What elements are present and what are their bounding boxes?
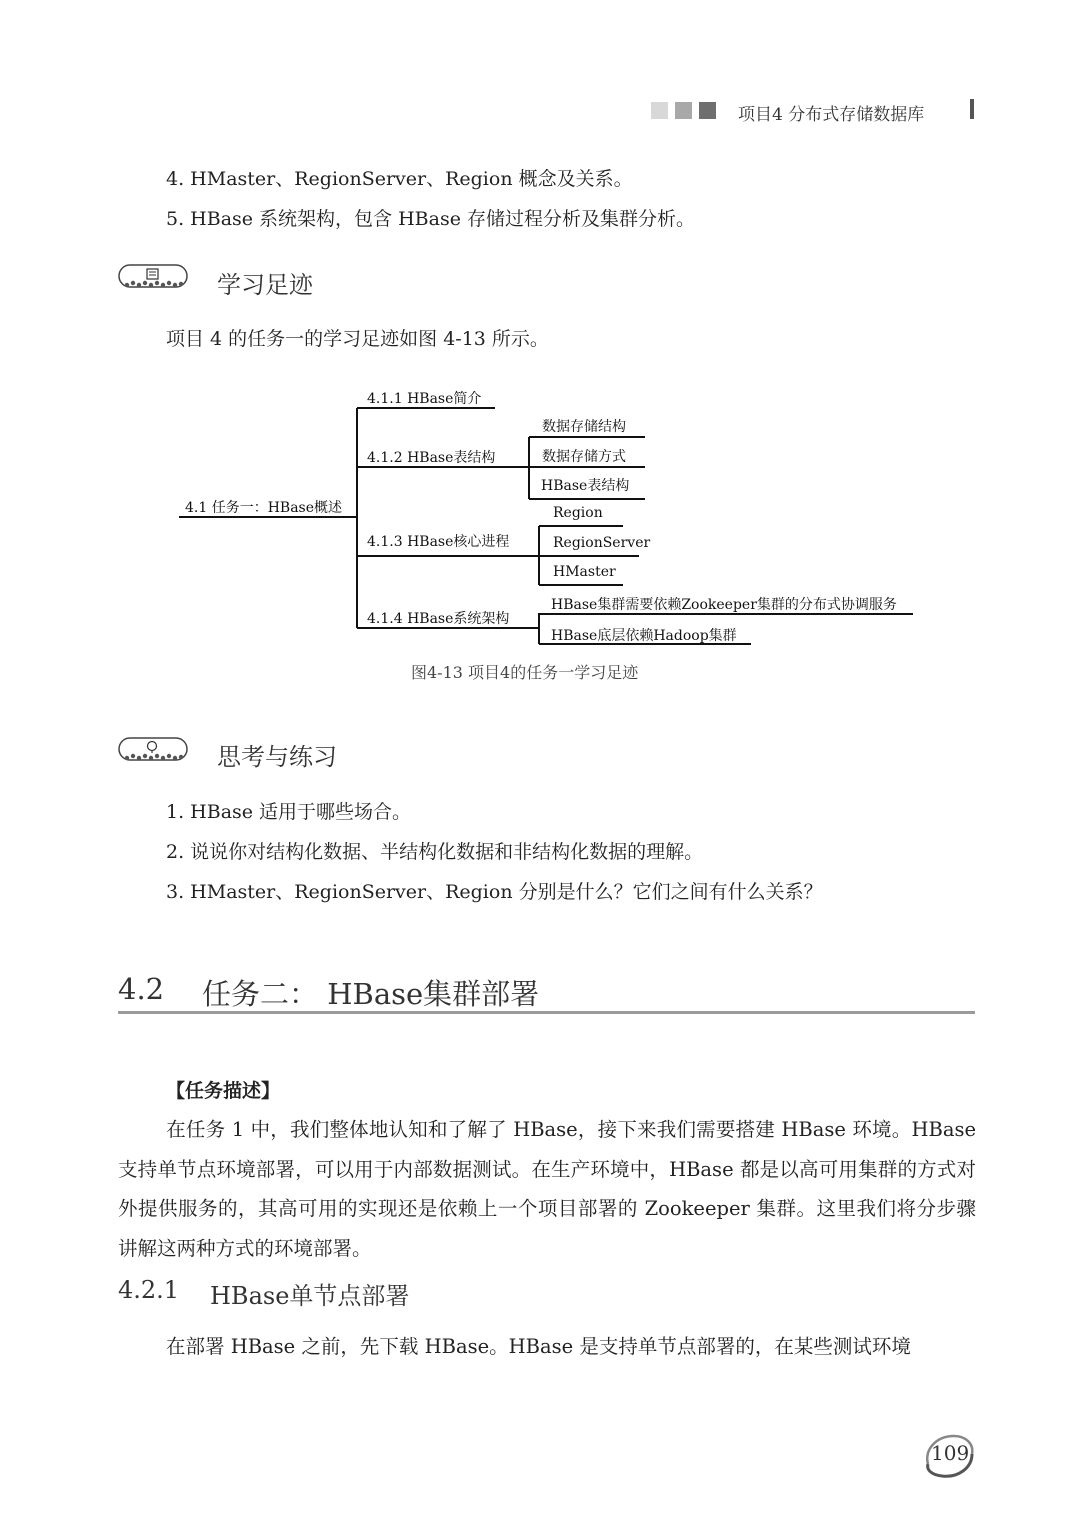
leaf-line-3-3 (539, 584, 623, 586)
exercise-item-2: 2. 说说你对结构化数据、半结构化数据和非结构化数据的理解。 (166, 841, 704, 863)
leaf-line-2-2 (529, 466, 645, 468)
leaf-4-2: HBase底层依赖Hadoop集群 (551, 628, 737, 644)
footprint-badge-icon (117, 263, 189, 291)
header-square-light (651, 102, 668, 119)
task-desc-text: 在任务 1 中，我们整体地认知和了解了 HBase，接下来我们需要搭建 HBase 环境。HBase 支持单节点环境部署，可以用于内部数据测试。在生产环境中，HBase 都是以高可用集群的方式对外提供服务的，其高可用的实现还是依赖上一个项目部署的 Zookeeper 集群。这里我们将分步骤讲解这两种方式的环境部署。 (118, 1118, 976, 1261)
branch-line-3 (357, 555, 539, 557)
leaf-3-3: HMaster (553, 564, 616, 580)
header-title: 项目4 分布式存储数据库 (738, 105, 925, 125)
heading2-title: 任务二： HBase集群部署 (202, 977, 540, 1011)
leaf-line-3-2 (539, 555, 639, 557)
footprint-text: 项目 4 的任务一的学习足迹如图 4-13 所示。 (166, 328, 549, 350)
heading2-number: 4.2 (118, 972, 165, 1006)
header-bar (970, 99, 974, 119)
last-paragraph (118, 1327, 976, 1367)
branch-4: 4.1.4 HBase系统架构 (367, 611, 510, 627)
branch-2: 4.1.2 HBase表结构 (367, 450, 496, 466)
leaf-2-3: HBase表结构 (541, 478, 630, 494)
leaf-4-1: HBase集群需要依赖Zookeeper集群的分布式协调服务 (551, 597, 897, 613)
exercise-title: 思考与练习 (217, 743, 337, 771)
branch-2-trunk (528, 437, 530, 499)
leaf-2-1: 数据存储结构 (542, 419, 626, 435)
page-number: 109 (931, 1441, 970, 1465)
branch-4-trunk (538, 613, 540, 644)
header-square-mid (675, 102, 692, 119)
task-desc-label: 【任务描述】 (166, 1080, 281, 1102)
leaf-line-3-1 (539, 525, 623, 527)
footprint-title: 学习足迹 (217, 271, 313, 299)
exercise-badge-icon (117, 736, 189, 764)
task-desc-paragraph (118, 1110, 976, 1269)
branch-1: 4.1.1 HBase简介 (367, 391, 482, 407)
heading3-number: 4.2.1 (118, 1276, 180, 1304)
root-trunk (356, 408, 358, 628)
branch-3: 4.1.3 HBase核心进程 (367, 534, 510, 550)
leaf-2-2: 数据存储方式 (542, 449, 626, 465)
leaf-line-2-3 (529, 498, 645, 500)
last-paragraph-text: 在部署 HBase 之前，先下载 HBase。HBase 是支持单节点部署的，在某些测试环境 (166, 1335, 911, 1358)
header-square-dark (699, 102, 716, 119)
heading2-rule (118, 1011, 975, 1014)
heading3-title: HBase单节点部署 (210, 1282, 410, 1310)
leaf-3-2: RegionServer (553, 535, 651, 551)
exercise-item-1: 1. HBase 适用于哪些场合。 (166, 801, 412, 823)
exercise-item-3: 3. HMaster、RegionServer、Region 分别是什么？它们之间有什么关系？ (166, 881, 823, 903)
leaf-line-2-1 (529, 436, 645, 438)
leaf-3-1: Region (553, 505, 603, 521)
figure-caption: 图4-13 项目4的任务一学习足迹 (411, 663, 639, 682)
intro-item-5: 5. HBase 系统架构，包含 HBase 存储过程分析及集群分析。 (166, 208, 695, 230)
diagram-root: 4.1 任务一：HBase概述 (185, 500, 343, 516)
intro-item-4: 4. HMaster、RegionServer、Region 概念及关系。 (166, 168, 633, 190)
